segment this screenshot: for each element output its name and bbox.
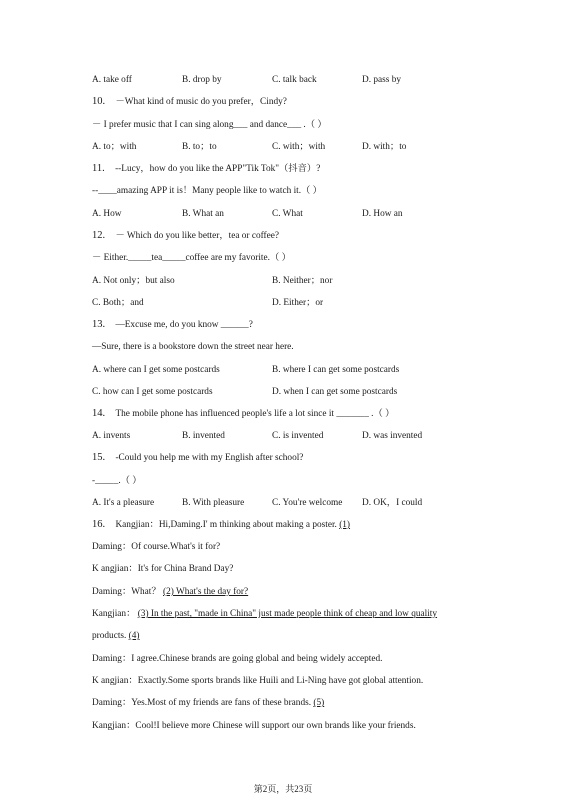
q16-line-2-text: Daming：Of course.What's it for? (92, 542, 221, 552)
q12-stem: － Which do you like better，tea or coffee? (115, 231, 280, 241)
q14-option-b: B. invented (182, 431, 225, 441)
q9-option-d: D. pass by (362, 75, 401, 85)
q11-option-c: C. What (272, 209, 303, 219)
q16-line-8 (92, 675, 423, 687)
q11-row (92, 163, 320, 175)
q11-option-a: A. How (92, 209, 122, 219)
q16-line-10 (92, 720, 416, 732)
q9-option-a: A. take off (92, 75, 132, 85)
q11-number: 11. (92, 163, 105, 174)
q11-option-d: D. How an (362, 209, 403, 219)
q10-option-a: A. to；with (92, 142, 137, 152)
q12-option-a: A. Not only；but also (92, 276, 175, 286)
q13-row (92, 319, 253, 331)
q9-option-b: B. drop by (182, 75, 222, 85)
q11-answer: --____amazing APP it is！Many people like to watch it.（ ） (92, 186, 322, 196)
q13-option-b: B. where I can get some postcards (272, 365, 400, 375)
q11-option-b: B. What an (182, 209, 224, 219)
q13-answer: —Sure, there is a bookstore down the street near here. (92, 342, 294, 352)
q16-line-4-text: Daming：What？ (92, 587, 164, 597)
q16-line-2 (92, 541, 220, 553)
page-footer: 第2页，共23页 (253, 784, 313, 794)
q16-line-9 (92, 697, 324, 709)
q15-option-b: B. With pleasure (182, 498, 245, 508)
q10-option-d: D. with；to (362, 142, 407, 152)
q13-number: 13. (92, 319, 106, 330)
q14-option-a: A. invents (92, 431, 131, 441)
q14-number: 14. (92, 408, 106, 419)
q16-number: 16. (92, 519, 106, 530)
q16-line-7 (92, 653, 382, 665)
q16-line-3-text: K angjian：It's for China Brand Day? (92, 564, 234, 574)
q15-option-c: C. You're welcome (272, 498, 343, 508)
q16-line-1 (92, 519, 350, 531)
q10-option-c: C. with；with (272, 142, 326, 152)
q12-answer: － Either._____tea_____coffee are my favorite.（ ） (92, 253, 291, 263)
q15-number: 15. (92, 452, 106, 463)
q12-option-b: B. Neither；nor (272, 276, 333, 286)
q16-line-5-text: Kangjian： (92, 609, 138, 619)
q14-option-d: D. was invented (362, 431, 423, 441)
q11-stem: --Lucy，how do you like the APP"Tik Tok"（抖音）? (115, 164, 321, 174)
q9-option-c: C. talk back (272, 75, 317, 85)
q13-option-c: C. how can I get some postcards (92, 387, 213, 397)
q10-stem: －What kind of music do you prefer，Cindy? (115, 97, 287, 107)
q16-line-6 (92, 630, 140, 642)
q15-option-a: A. It's a pleasure (92, 498, 155, 508)
q15-option-d: D. OK，I could (362, 498, 423, 508)
q13-stem: —Excuse me, do you know ______? (115, 320, 253, 330)
q16-blank-5: (5) (313, 698, 325, 708)
q12-row (92, 230, 279, 242)
q16-blank-3: (3) In the past, "made in China" just made people think of cheap and low quality (137, 609, 438, 619)
q16-line-9-text: Daming：Yes.Most of my friends are fans of these brands. (92, 698, 314, 708)
q10-answer: － I prefer music that I can sing along___ and dance___ .（ ） (92, 120, 327, 130)
q12-option-c: C. Both；and (92, 298, 144, 308)
q16-blank-4: (4) (128, 631, 140, 641)
q12-number: 12. (92, 230, 106, 241)
q16-line-5 (92, 608, 437, 620)
q10-row (92, 96, 287, 108)
q10-number: 10. (92, 96, 106, 107)
q16-line-10-text: Kangjian：Cool!I believe more Chinese will support our own brands like your friends. (92, 721, 416, 731)
q13-option-d: D. when I can get some postcards (272, 387, 398, 397)
q15-stem: -Could you help me with my English after school? (115, 453, 304, 463)
q16-line-6-text: products. (92, 631, 129, 641)
q16-line-3 (92, 563, 233, 575)
q15-row (92, 452, 303, 464)
q16-blank-2: (2) What's the day for? (163, 587, 249, 597)
q16-line-7-text: Daming：I agree.Chinese brands are going global and being widely accepted. (92, 654, 383, 664)
q14-stem: The mobile phone has influenced people's life a lot since it _______ .（ ） (115, 409, 395, 419)
q15-answer: -_____.（ ） (92, 476, 142, 486)
q10-option-b: B. to；to (182, 142, 217, 152)
q16-line-4 (92, 586, 248, 598)
q12-option-d: D. Either；or (272, 298, 324, 308)
q16-line-1-text: Kangjian：Hi,Daming.I' m thinking about making a poster. (115, 520, 340, 530)
q14-row (92, 408, 394, 420)
q16-blank-1: (1) (339, 520, 351, 530)
q13-option-a: A. where can I get some postcards (92, 365, 220, 375)
q16-line-8-text: K angjian：Exactly.Some sports brands like Huili and Li-Ning have got global attention. (92, 676, 424, 686)
q14-option-c: C. is invented (272, 431, 324, 441)
